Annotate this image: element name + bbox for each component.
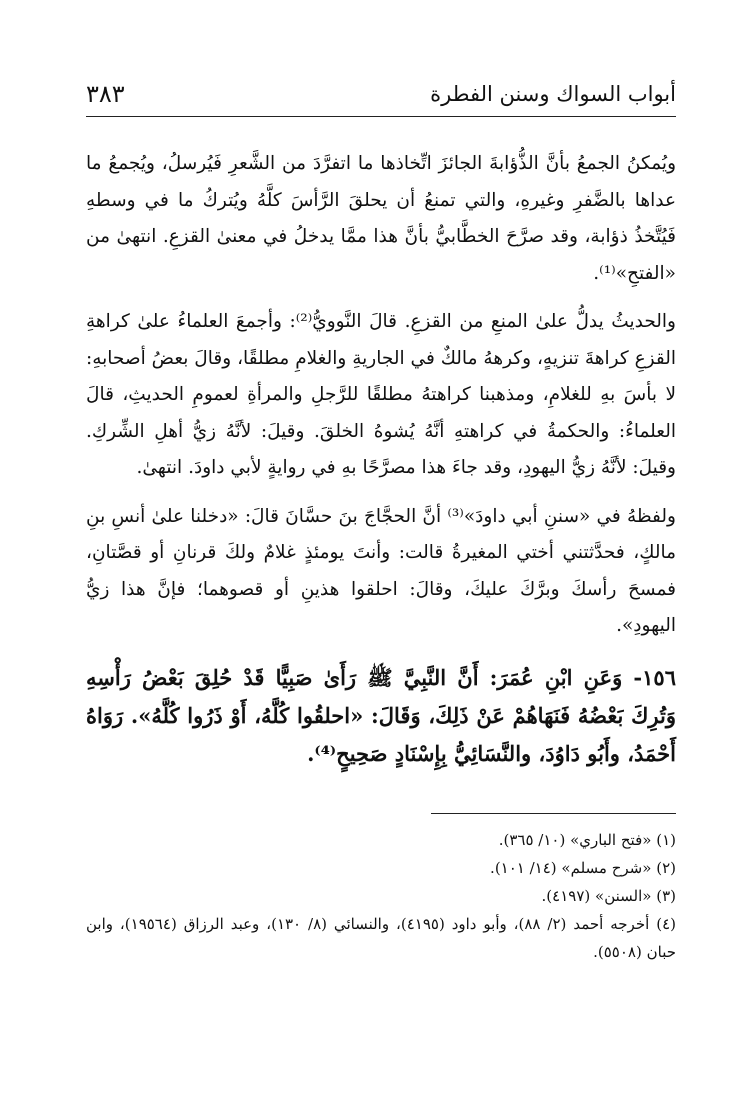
body-text [86, 146, 676, 773]
footnote-number: (٤) [656, 914, 676, 933]
page-header [86, 78, 676, 118]
footnote-number: (١) [656, 830, 676, 849]
page-number: ٣٨٣ [86, 80, 125, 108]
footnote-number: (٢) [656, 858, 676, 877]
header-rule [86, 116, 676, 117]
footnote-number: (٣) [656, 886, 676, 905]
paragraph-fath-quote: ويُمكنُ الجمعُ بأنَّ الذُّؤابةَ الجائزَ اتِّخاذها ما اتفرَّدَ من الشَّعرِ فَيُرسلُ، ويُجمعُ ما عداها بالضَّفرِ وغيرهِ، والتي تمنعُ أن يحلقَ الرَّأسَ كلَّهُ ويُتركُ ما في وسطهِ فَيُتَّخذُ ذؤابة، وقد صرَّحَ الخطَّابيُّ بأنَّ هذا ممَّا يدخلُ في معنىٰ القزعِ. انتهىٰ من «الفتحِ»⁽¹⁾. [86, 153, 676, 284]
footnote-text: «فتح الباري» (١٠/ ٣٦٥). [498, 830, 652, 849]
hadith-156: ١٥٦- وَعَنِ ابْنِ عُمَرَ: أَنَّ النَّبِيَّ ﷺ رَأَىٰ صَبِيًّا قَدْ حُلِقَ بَعْضُ رَأْسِهِ وَتُرِكَ بَعْضُهُ فَنَهَاهُمْ عَنْ ذَلِكَ، وَقَالَ: «احلقُوا كُلَّهُ، أَوْ ذَرُوا كُلَّهُ». رَوَاهُ أَحْمَدُ، وأَبُو دَاوُدَ، والنَّسَائِيُّ بِإِسْنَادٍ صَحِيحٍ⁽⁴⁾. [86, 664, 676, 766]
footnote-text: «السنن» (٤١٩٧). [541, 886, 652, 905]
footnote-rule [431, 813, 676, 814]
page [86, 78, 676, 966]
paragraph-nawawi-commentary: والحديثُ يدلُّ علىٰ المنعِ من القزعِ. قالَ النَّوويُّ⁽²⁾: وأجمعَ العلماءُ علىٰ كراهةِ القزعِ كراهةَ تنزيهٍ، وكرههُ مالكٌ في الجاريةِ والغلامِ مطلقًا، وقالَ بعضُ أصحابهِ: لا بأسَ بهِ للغلامِ، ومذهبنا كراهتهُ مطلقًا للرَّجلِ والمرأةِ لعمومِ الحديثِ، قالَ العلماءُ: والحكمةُ في كراهتهِ أنَّهُ يُشوهُ الخلقَ. وقيلَ: لأنَّهُ زيُّ أهلِ الشِّركِ. وقيلَ: لأنَّهُ زيُّ اليهودِ، وقد جاءَ هذا مصرَّحًا بهِ في روايةٍ لأبي داودَ. انتهىٰ. [86, 311, 676, 478]
footnote-2 [86, 854, 676, 882]
footnote-4 [86, 910, 676, 966]
running-head-title: أبواب السواك وسنن الفطرة [430, 82, 676, 106]
footnotes [86, 826, 676, 966]
footnote-text: «شرح مسلم» (١٤/ ١٠١). [490, 858, 652, 877]
footnote-3 [86, 882, 676, 910]
paragraph-abu-dawud-wording: ولفظهُ في «سننِ أبي داودَ»⁽³⁾ أنَّ الحجَّاجَ بنَ حسَّانَ قالَ: «دخلنا علىٰ أنسِ بنِ مالكٍ، فحدَّثتني أختي المغيرةُ قالت: وأنتَ يومئذٍ غلامٌ ولكَ قرنانِ أو قصَّتانِ، فمسحَ رأسكَ وبرَّكَ عليكَ، وقالَ: احلقوا هذينِ أو قصوهما؛ فإنَّ هذا زيُّ اليهودِ». [86, 505, 676, 636]
footnote-1 [86, 826, 676, 854]
footnote-text: أخرجه أحمد (٢/ ٨٨)، وأبو داود (٤١٩٥)، والنسائي (٨/ ١٣٠)، وعبد الرزاق (١٩٥٦٤)، وابن حبان (٥٥٠٨). [86, 914, 676, 961]
